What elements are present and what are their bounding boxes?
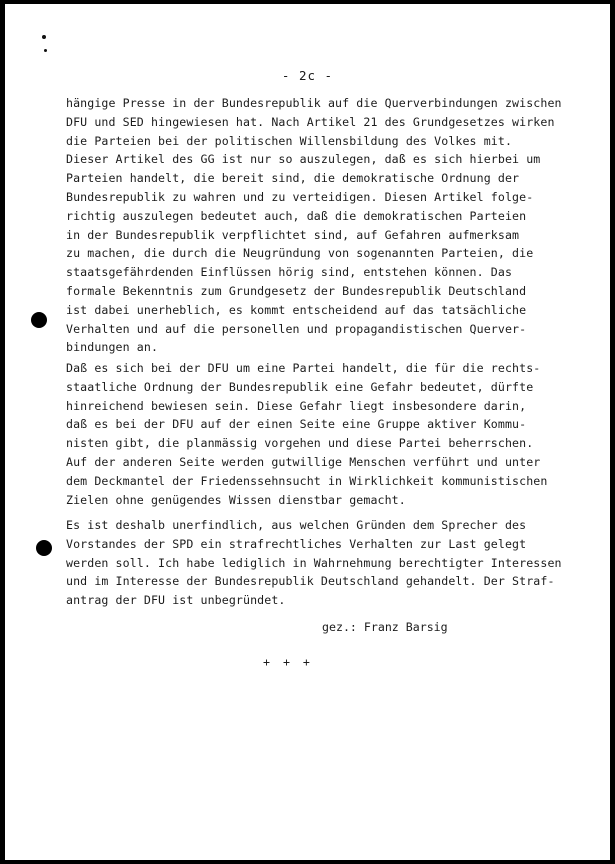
text-line: hängige Presse in der Bundesrepublik auf die Querverbindungen zwischen [66, 96, 562, 110]
text-line: Vorstandes der SPD ein strafrechtliches Verhalten zur Last gelegt [66, 536, 527, 551]
text-line: und im Interesse der Bundesrepublik Deutschland gehandelt. Der Straf- [66, 574, 555, 589]
paragraph-1 [66, 94, 578, 357]
text-line: in der Bundesrepublik verpflichtet sind, auf Gefahren aufmerksam [66, 227, 520, 242]
text-line: Parteien handelt, die bereit sind, die demokratische Ordnung der [66, 171, 520, 186]
text-line: dem Deckmantel der Friedenssehnsucht in Wirklichkeit kommunistischen [66, 473, 548, 488]
text-line: zu machen, die durch die Neugründung von sogenannten Parteien, die [66, 246, 534, 261]
text-line: staatliche Ordnung der Bundesrepublik eine Gefahr bedeutet, dürfte [66, 379, 534, 394]
ink-speck [44, 49, 47, 52]
text-line: Es ist deshalb unerfindlich, aus welchen Gründen dem Sprecher des [66, 518, 527, 532]
ink-speck [42, 35, 46, 39]
text-line: hinreichend bewiesen sein. Diese Gefahr liegt insbesondere darin, [66, 398, 527, 413]
end-mark: + + + [263, 655, 313, 669]
paragraph-3 [66, 516, 578, 610]
signature: gez.: Franz Barsig [322, 620, 448, 634]
paragraph-2 [66, 359, 578, 509]
text-line: ist dabei unerheblich, es kommt entscheidend auf das tatsächliche [66, 302, 527, 317]
text-line: formale Bekenntnis zum Grundgesetz der Bundesrepublik Deutschland [66, 283, 527, 298]
punch-hole [36, 540, 52, 556]
text-line: die Parteien bei der politischen Willensbildung des Volkes mit. [66, 133, 513, 148]
page-number: - 2c - [281, 68, 334, 83]
text-line: werden soll. Ich habe lediglich in Wahrnehmung berechtigter Interessen [66, 555, 562, 570]
text-line: richtig auszulegen bedeutet auch, daß die demokratischen Parteien [66, 208, 527, 223]
text-line: Zielen ohne genügendes Wissen dienstbar gemacht. [66, 492, 406, 507]
text-line: Verhalten und auf die personellen und propagandistischen Querver- [66, 321, 527, 336]
text-line: Bundesrepublik zu wahren und zu verteidigen. Diesen Artikel folge- [66, 189, 534, 204]
text-line: daß es bei der DFU auf der einen Seite eine Gruppe aktiver Kommu- [66, 417, 527, 432]
text-line: Auf der anderen Seite werden gutwillige Menschen verführt und unter [66, 454, 541, 469]
text-line: bindungen an. [66, 340, 159, 355]
document-page [5, 4, 610, 860]
text-line: DFU und SED hingewiesen hat. Nach Artikel 21 des Grundgesetzes wirken [66, 114, 555, 129]
text-line: antrag der DFU ist unbegründet. [66, 593, 286, 608]
text-line: Dieser Artikel des GG ist nur so auszulegen, daß es sich hierbei um [66, 152, 541, 167]
text-line: Daß es sich bei der DFU um eine Partei handelt, die für die rechts- [66, 361, 541, 375]
punch-hole [31, 312, 47, 328]
text-line: staatsgefährdenden Einflüssen hörig sind, entstehen können. Das [66, 265, 513, 280]
text-line: nisten gibt, die planmässig vorgehen und diese Partei beherrschen. [66, 436, 534, 451]
